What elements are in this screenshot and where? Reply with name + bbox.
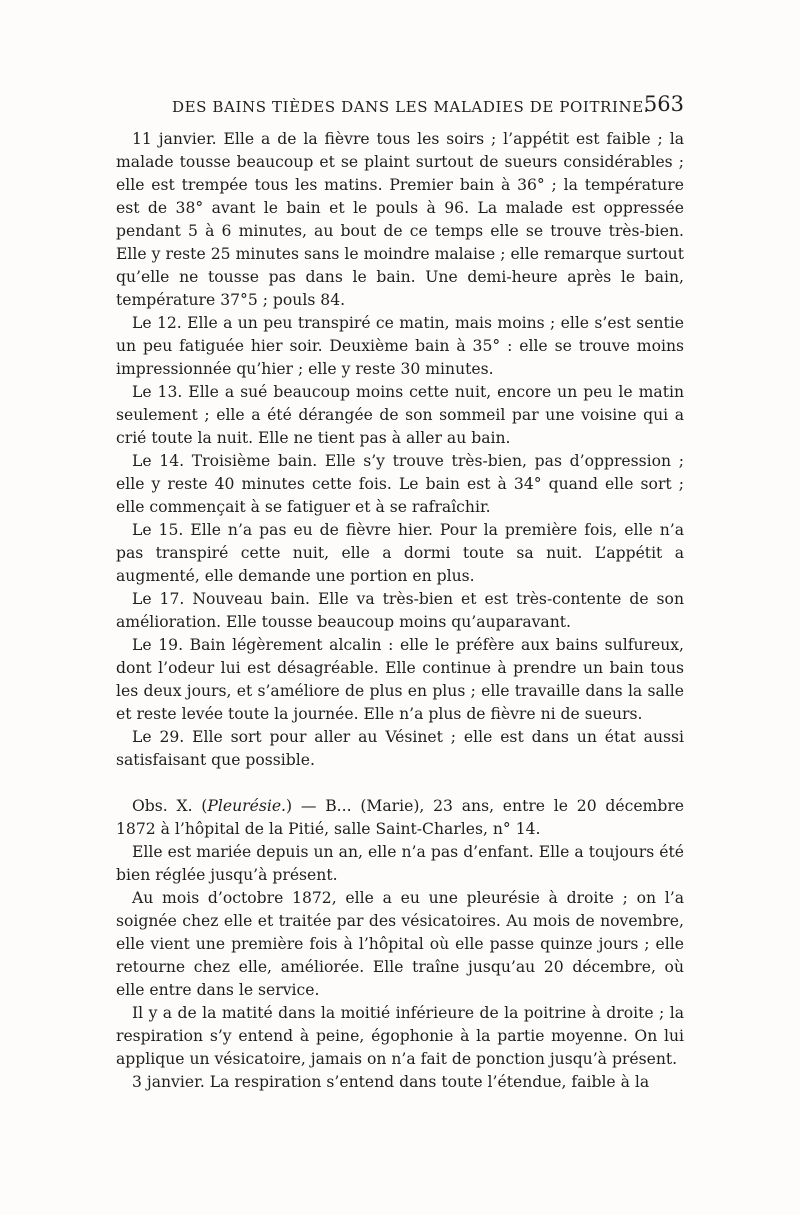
paragraph-le-19: Le 19. Bain légèrement alcalin : elle le préfère aux bains sulfureux, dont l’odeur lui est désagréable. Elle continue à prendre un bain tous les deux jours, et s’améliore de plus en plus ; elle travaille dans la salle et reste levée toute la journée. Elle n’a plus de fièvre ni de sueurs. bbox=[116, 636, 684, 723]
paragraph-le-15: Le 15. Elle n’a pas eu de fièvre hier. Pour la première fois, elle n’a pas transpiré cette nuit, elle a dormi toute sa nuit. L’appétit a augmenté, elle demande une portion en plus. bbox=[116, 521, 684, 585]
page-number: 563 bbox=[643, 92, 684, 116]
paragraph-le-13: Le 13. Elle a sué beaucoup moins cette nuit, encore un peu le matin seulement ; elle a été dérangée de son sommeil par une voisine qui a crié toute la nuit. Elle ne tient pas à aller au bain. bbox=[116, 383, 684, 447]
running-title: DES BAINS TIÈDES DANS LES MALADIES DE POITRINE. bbox=[172, 98, 650, 116]
observation-intro: ) — B... (Marie), 23 ans, entre le 20 décembre 1872 à l’hôpital de la Pitié, salle Saint-Charles, n° 14. bbox=[116, 797, 684, 838]
observation-paragraph: 3 janvier. La respiration s’entend dans toute l’étendue, faible à la bbox=[132, 1073, 650, 1091]
observation-paragraph: Au mois d’octobre 1872, elle a eu une pleurésie à droite ; on l’a soignée chez elle et traitée par des vésicatoires. Au mois de novembre, elle vient une première fois à l’hôpital où elle passe quinze jours ; elle retourne chez elle, améliorée. Elle traîne jusqu’au 20 décembre, où elle entre dans le service. bbox=[116, 889, 684, 999]
paragraph-le-29: Le 29. Elle sort pour aller au Vésinet ; elle est dans un état aussi satisfaisant que possible. bbox=[116, 728, 684, 769]
paragraph-jan-11: 11 janvier. Elle a de la fièvre tous les soirs ; l’appétit est faible ; la malade tousse beaucoup et se plaint surtout de sueurs considérables ; elle est trempée tous les matins. Premier bain à 36° ; la température est de 38° avant le bain et le pouls à 96. La malade est oppressée pendant 5 à 6 minutes, au bout de ce temps elle se trouve très-bien. Elle y reste 25 minutes sans le moindre malaise ; elle remarque surtout qu’elle ne tousse pas dans le bain. Une demi-heure après le bain, température 37°5 ; pouls 84. bbox=[116, 130, 684, 309]
observation-diagnosis: Pleurésie. bbox=[207, 797, 287, 815]
paragraph-le-14: Le 14. Troisième bain. Elle s’y trouve très-bien, pas d’oppression ; elle y reste 40 minutes cette fois. Le bain est à 34° quand elle sort ; elle commençait à se fatiguer et à se rafraîchir. bbox=[116, 452, 684, 516]
paragraph-le-12: Le 12. Elle a un peu transpiré ce matin, mais moins ; elle s’est sentie un peu fatiguée hier soir. Deuxième bain à 35° : elle se trouve moins impressionnée qu’hier ; elle y reste 30 minutes. bbox=[116, 314, 684, 378]
observation-heading bbox=[116, 795, 684, 841]
observation-paragraph: Elle est mariée depuis un an, elle n’a pas d’enfant. Elle a toujours été bien réglée jusqu’à présent. bbox=[116, 843, 684, 884]
page-header bbox=[172, 92, 684, 122]
paragraph-le-17: Le 17. Nouveau bain. Elle va très-bien et est très-contente de son amélioration. Elle tousse beaucoup moins qu’auparavant. bbox=[116, 590, 684, 631]
observation-paragraph: Il y a de la matité dans la moitié inférieure de la poitrine à droite ; la respiration s’y entend à peine, égophonie à la partie moyenne. On lui applique un vésicatoire, jamais on n’a fait de ponction jusqu’à présent. bbox=[116, 1004, 684, 1068]
observation-label: Obs. X. ( bbox=[132, 797, 208, 815]
body-text bbox=[116, 128, 684, 1094]
